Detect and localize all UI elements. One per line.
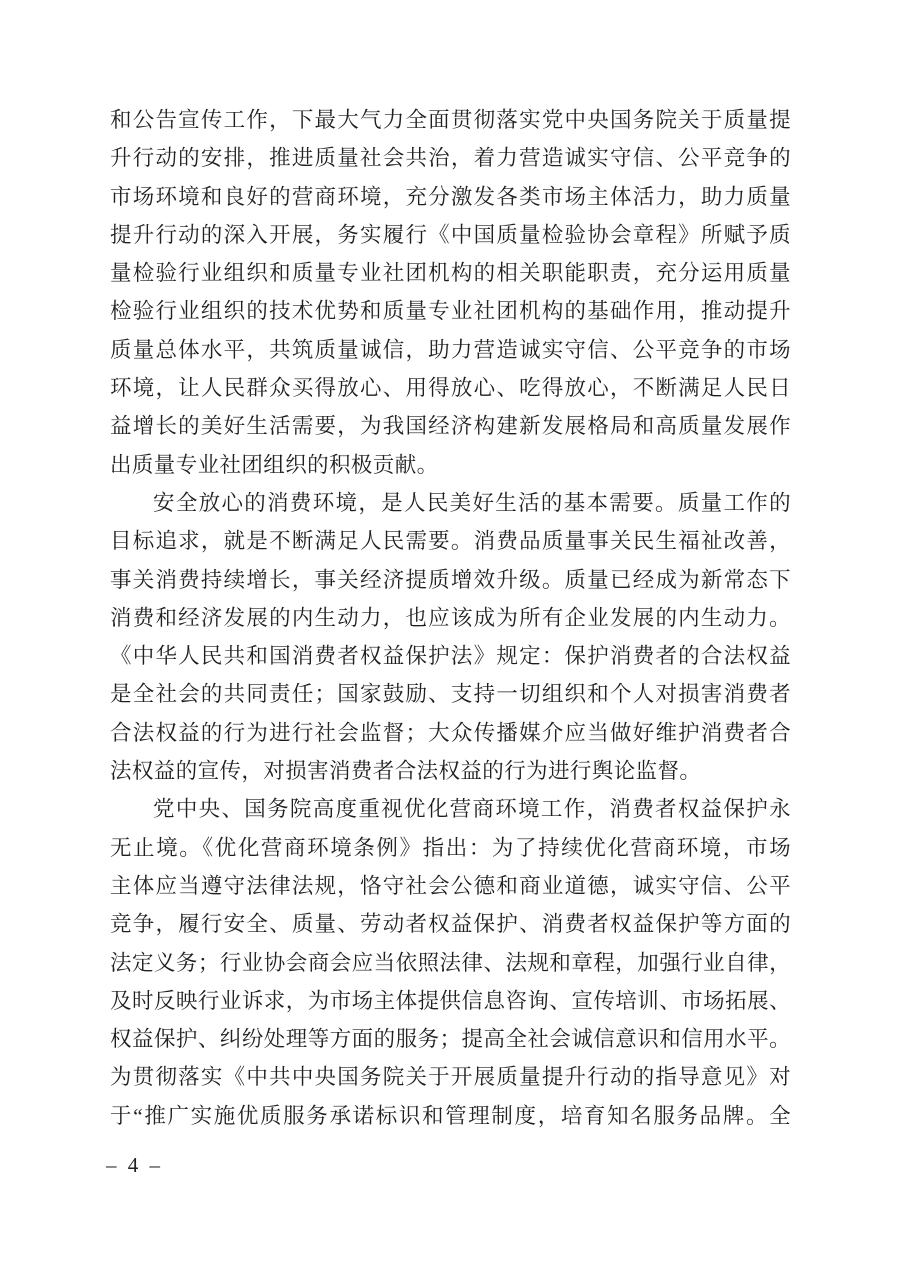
text-line: 消费和经济发展的内生动力，也应该成为所有企业发展的内生动力。: [110, 605, 791, 630]
text-line: 事关消费持续增长，事关经济提质增效升级。质量已经成为新常态下: [110, 567, 791, 592]
text-line: 环境，让人民群众买得放心、用得放心、吃得放心，不断满足人民日: [110, 376, 791, 401]
page-number: – 4 –: [106, 1153, 163, 1177]
text-line: 提升行动的深入开展，务实履行《中国质量检验协会章程》所赋予质: [110, 222, 791, 247]
text-line: 检验行业组织的技术优势和质量专业社团机构的基础作用，推动提升: [110, 299, 791, 324]
text-line: 主体应当遵守法律法规，恪守社会公德和商业道德，诚实守信、公平: [110, 873, 791, 898]
text-line: 合法权益的行为进行社会监督；大众传播媒介应当做好维护消费者合: [110, 720, 791, 745]
text-line: 为贯彻落实《中共中央国务院关于开展质量提升行动的指导意见》对: [110, 1065, 791, 1090]
text-line: 《中华人民共和国消费者权益保护法》规定：保护消费者的合法权益: [110, 644, 791, 669]
text-line: 安全放心的消费环境，是人民美好生活的基本需要。质量工作的: [153, 490, 791, 515]
text-line: 出质量专业社团组织的积极贡献。: [110, 452, 439, 477]
text-line: 量检验行业组织和质量专业社团机构的相关职能职责，充分运用质量: [110, 261, 791, 286]
text-line: 目标追求，就是不断满足人民需要。消费品质量事关民生福祉改善，: [110, 529, 791, 554]
document-body: [110, 101, 791, 1135]
text-line: 党中央、国务院高度重视优化营商环境工作，消费者权益保护永: [153, 797, 791, 822]
text-line: 质量总体水平，共筑质量诚信，助力营造诚实守信、公平竞争的市场: [110, 337, 791, 362]
text-line: 竞争，履行安全、质量、劳动者权益保护、消费者权益保护等方面的: [110, 912, 791, 937]
text-line: 无止境。《优化营商环境条例》指出：为了持续优化营商环境，市场: [110, 835, 791, 860]
paragraph-1: [110, 101, 791, 484]
text-line: 于“推广实施优质服务承诺标识和管理制度，培育知名服务品牌。全: [110, 1103, 791, 1128]
paragraph-2: [110, 484, 791, 790]
paragraph-3: [110, 790, 791, 1135]
text-line: 及时反映行业诉求，为市场主体提供信息咨询、宣传培训、市场拓展、: [110, 988, 791, 1013]
text-line: 是全社会的共同责任；国家鼓励、支持一切组织和个人对损害消费者: [110, 682, 791, 707]
text-line: 法定义务；行业协会商会应当依照法律、法规和章程，加强行业自律，: [110, 950, 791, 975]
text-line: 市场环境和良好的营商环境，充分激发各类市场主体活力，助力质量: [110, 184, 791, 209]
text-line: 升行动的安排，推进质量社会共治，着力营造诚实守信、公平竞争的: [110, 146, 791, 171]
text-line: 权益保护、纠纷处理等方面的服务；提高全社会诚信意识和信用水平。: [110, 1027, 791, 1052]
text-line: 益增长的美好生活需要，为我国经济构建新发展格局和高质量发展作: [110, 414, 791, 439]
text-line: 和公告宣传工作，下最大气力全面贯彻落实党中央国务院关于质量提: [110, 108, 791, 132]
text-line: 法权益的宣传，对损害消费者合法权益的行为进行舆论监督。: [110, 759, 702, 784]
